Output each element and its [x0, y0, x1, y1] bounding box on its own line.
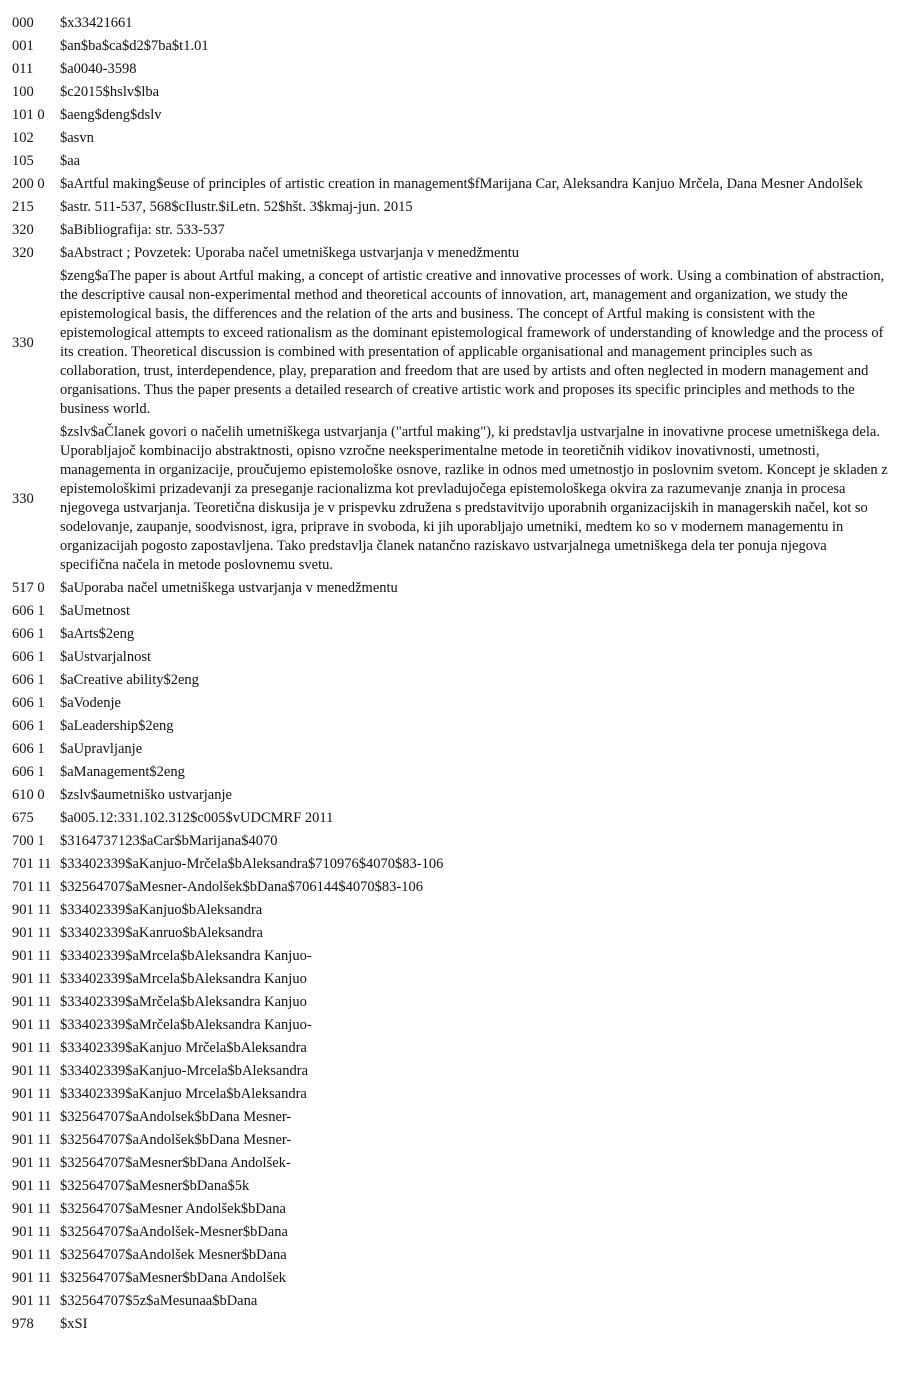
- field-value: $32564707$aAndolšek$bDana Mesner-: [60, 1132, 292, 1148]
- field-value: $aUporaba načel umetniškega ustvarjanja v menedžmentu: [60, 580, 398, 596]
- record-field-row: [0, 807, 900, 830]
- record-field-row: [0, 945, 900, 968]
- field-value: $aa: [60, 153, 81, 169]
- field-tag: 701 11: [12, 879, 52, 895]
- field-value: $aArts$2eng: [60, 626, 135, 642]
- field-value: $32564707$5z$aMesunaa$bDana: [60, 1293, 258, 1309]
- field-tag: 901 11: [12, 971, 52, 987]
- record-field-row: [0, 81, 900, 104]
- record-field-row: [0, 600, 900, 623]
- marc-record: [0, 12, 900, 1336]
- field-value: $aAbstract ; Povzetek: Uporaba načel umetniškega ustvarjanja v menedžmentu: [60, 245, 520, 261]
- field-tag: 105: [12, 153, 34, 169]
- field-value: $33402339$aKanjuo-Mrčela$bAleksandra$710976$4070$83-106: [60, 856, 444, 872]
- field-tag: 675: [12, 810, 34, 826]
- field-value: $astr. 511-537, 568$cIlustr.$iLetn. 52$hšt. 3$kmaj-jun. 2015: [60, 199, 413, 215]
- record-field-row: [0, 623, 900, 646]
- field-tag: 606 1: [12, 741, 45, 757]
- record-field-row: [0, 1152, 900, 1175]
- field-tag: 610 0: [12, 787, 45, 803]
- field-tag: 320: [12, 222, 34, 238]
- field-tag: 901 11: [12, 1063, 52, 1079]
- field-tag: 330: [12, 490, 34, 507]
- field-tag: 000: [12, 15, 34, 31]
- record-field-row: [0, 173, 900, 196]
- field-value: $aeng$deng$dslv: [60, 107, 162, 123]
- record-field-row: [0, 669, 900, 692]
- record-field-row: [0, 922, 900, 945]
- record-field-row: [0, 1037, 900, 1060]
- field-value: $aLeadership$2eng: [60, 718, 174, 734]
- field-tag: 901 11: [12, 902, 52, 918]
- field-tag: 701 11: [12, 856, 52, 872]
- field-value: $asvn: [60, 130, 94, 146]
- record-field-row: [0, 876, 900, 899]
- field-tag: 978: [12, 1316, 34, 1332]
- record-field-row: [0, 58, 900, 81]
- field-tag: 700 1: [12, 833, 45, 849]
- field-value: $32564707$aMesner Andolšek$bDana: [60, 1201, 286, 1217]
- field-tag: 606 1: [12, 649, 45, 665]
- field-value: $zslv$aČlanek govori o načelih umetniškega ustvarjanja ("artful making"), ki predstavlja ustvarjalne in inovativne procese umetniškega dela. Uporabljajoč kombinacijo abstraktnosti, opisno vzročne neeksperimentalne metode in teoretičnih vidikov inovativnosti, umetnosti, managementa in organizacije, proučujemo epistemološke osnove, razlike in odnos med umetnostjo in poslovnim svetom. Koncept je skladen z epistemološkimi prizadevanji za preseganje racionalizma kot prevladujočega epistemološkega okvira za razumevanje znanja in procesa njegovega ustvarjanja. Teoretična diskusija je v prispevku združena s predstavitvijo uporabnih organizacijskih in managerskih načel, kot so sodelovanje, zaupanje, soodvisnost, igra, priprave in svoboda, ki jih uporabljajo umetniki, medtem ko so v modernem managementu in organizacijah pogosto zapostavljena. Tako predstavlja članek natančno raziskavo ustvarjalnega umetniškega dela ter ponuja njegova specifična načela in metode poslovnemu svetu.: [60, 424, 888, 573]
- field-tag: 101 0: [12, 107, 45, 123]
- record-field-row: [0, 646, 900, 669]
- field-tag: 606 1: [12, 672, 45, 688]
- field-value: $aBibliografija: str. 533-537: [60, 222, 225, 238]
- field-value: $3164737123$aCar$bMarijana$4070: [60, 833, 278, 849]
- field-value: $33402339$aKanjuo$bAleksandra: [60, 902, 263, 918]
- field-tag: 102: [12, 130, 34, 146]
- field-value: $33402339$aMrcela$bAleksandra Kanjuo-: [60, 948, 312, 964]
- record-field-row: [0, 1221, 900, 1244]
- field-value: $an$ba$ca$d2$7ba$t1.01: [60, 38, 209, 54]
- field-value: $33402339$aKanruo$bAleksandra: [60, 925, 263, 941]
- record-field-row: [0, 1290, 900, 1313]
- record-field-row: [0, 738, 900, 761]
- field-value: $aCreative ability$2eng: [60, 672, 199, 688]
- field-value: $32564707$aAndolsek$bDana Mesner-: [60, 1109, 292, 1125]
- field-tag: 606 1: [12, 764, 45, 780]
- field-tag: 901 11: [12, 1017, 52, 1033]
- record-field-row: [0, 1244, 900, 1267]
- record-field-row: [0, 899, 900, 922]
- field-value: $33402339$aKanjuo Mrčela$bAleksandra: [60, 1040, 307, 1056]
- record-field-row: [0, 1014, 900, 1037]
- field-value: $c2015$hslv$lba: [60, 84, 160, 100]
- field-value: $a0040-3598: [60, 61, 137, 77]
- field-tag: 901 11: [12, 1040, 52, 1056]
- field-value: $aUstvarjalnost: [60, 649, 152, 665]
- field-value: $32564707$aMesner$bDana Andolšek-: [60, 1155, 291, 1171]
- record-field-row: [0, 1267, 900, 1290]
- record-field-row: [0, 1129, 900, 1152]
- field-value: $32564707$aMesner$bDana$5k: [60, 1178, 250, 1194]
- field-value: $aArtful making$euse of principles of artistic creation in management$fMarijana Car, Aleksandra Kanjuo Mrčela, Dana Mesner Andolšek: [60, 176, 863, 192]
- field-tag: 901 11: [12, 1201, 52, 1217]
- field-tag: 901 11: [12, 1247, 52, 1263]
- record-field-row: [0, 150, 900, 173]
- record-field-row: [0, 715, 900, 738]
- record-field-row: [0, 968, 900, 991]
- field-value: $33402339$aKanjuo Mrcela$bAleksandra: [60, 1086, 307, 1102]
- field-tag: 100: [12, 84, 34, 100]
- record-field-row: [0, 577, 900, 600]
- record-field-row: [0, 104, 900, 127]
- record-field-row: [0, 784, 900, 807]
- record-field-row: [0, 127, 900, 150]
- field-value: $aManagement$2eng: [60, 764, 185, 780]
- field-tag: 215: [12, 199, 34, 215]
- field-value: $33402339$aMrcela$bAleksandra Kanjuo: [60, 971, 307, 987]
- field-value: $32564707$aMesner$bDana Andolšek: [60, 1270, 286, 1286]
- field-tag: 606 1: [12, 626, 45, 642]
- record-field-row: [0, 830, 900, 853]
- field-tag: 606 1: [12, 603, 45, 619]
- field-tag: 011: [12, 61, 34, 77]
- record-field-row: [0, 761, 900, 784]
- field-value: $aUmetnost: [60, 603, 131, 619]
- record-field-row: [0, 421, 900, 577]
- field-tag: 901 11: [12, 925, 52, 941]
- field-value: $33402339$aMrčela$bAleksandra Kanjuo: [60, 994, 307, 1010]
- field-value: $xSI: [60, 1316, 88, 1332]
- field-tag: 901 11: [12, 1132, 52, 1148]
- record-field-row: [0, 1175, 900, 1198]
- field-tag: 606 1: [12, 718, 45, 734]
- record-field-row: [0, 265, 900, 421]
- field-tag: 606 1: [12, 695, 45, 711]
- field-value: $32564707$aAndolšek-Mesner$bDana: [60, 1224, 288, 1240]
- field-value: $zeng$aThe paper is about Artful making, a concept of artistic creative and innovative processes of work. Using a combination of abstraction, the descriptive causal non-experimental method and theoretical accounts of innovation, art, management and organization, we study the epistemological basis, the differences and the relation of the arts and business. The concept of Artful making is consistent with the epistemological attempts to exceed rationalism as the dominant epistemological framework of understanding of knowledge and the process of its creation. Theoretical discussion is combined with presentation of applicable organisational and management principles such as collaboration, trust, interdependence, play, preparation and freedom that are used by artists and often neglected in modern management and organisations. Thus the paper presents a detailed research of creative artistic work and proposes its specific principles and methods to the business world.: [60, 268, 885, 417]
- field-tag: 330: [12, 334, 34, 351]
- record-field-row: [0, 1106, 900, 1129]
- field-value: $33402339$aKanjuo-Mrcela$bAleksandra: [60, 1063, 309, 1079]
- record-field-row: [0, 219, 900, 242]
- record-field-row: [0, 242, 900, 265]
- field-tag: 901 11: [12, 1293, 52, 1309]
- field-tag: 901 11: [12, 1224, 52, 1240]
- field-value: $aUpravljanje: [60, 741, 143, 757]
- record-field-row: [0, 991, 900, 1014]
- field-tag: 901 11: [12, 1270, 52, 1286]
- field-tag: 901 11: [12, 1086, 52, 1102]
- field-tag: 001: [12, 38, 34, 54]
- field-value: $aVodenje: [60, 695, 121, 711]
- field-tag: 901 11: [12, 1155, 52, 1171]
- record-field-row: [0, 853, 900, 876]
- field-tag: 320: [12, 245, 34, 261]
- record-field-row: [0, 1083, 900, 1106]
- field-value: $a005.12:331.102.312$c005$vUDCMRF 2011: [60, 810, 334, 826]
- record-field-row: [0, 1198, 900, 1221]
- field-tag: 200 0: [12, 176, 45, 192]
- field-value: $32564707$aMesner-Andolšek$bDana$706144$4070$83-106: [60, 879, 423, 895]
- record-field-row: [0, 1060, 900, 1083]
- record-field-row: [0, 692, 900, 715]
- record-field-row: [0, 12, 900, 35]
- record-field-row: [0, 196, 900, 219]
- field-value: $33402339$aMrčela$bAleksandra Kanjuo-: [60, 1017, 312, 1033]
- field-value: $32564707$aAndolšek Mesner$bDana: [60, 1247, 287, 1263]
- field-tag: 901 11: [12, 994, 52, 1010]
- field-tag: 901 11: [12, 1109, 52, 1125]
- field-value: $x33421661: [60, 15, 133, 31]
- field-tag: 901 11: [12, 948, 52, 964]
- field-tag: 901 11: [12, 1178, 52, 1194]
- record-field-row: [0, 1313, 900, 1336]
- field-value: $zslv$aumetniško ustvarjanje: [60, 787, 232, 803]
- record-field-row: [0, 35, 900, 58]
- field-tag: 517 0: [12, 580, 45, 596]
